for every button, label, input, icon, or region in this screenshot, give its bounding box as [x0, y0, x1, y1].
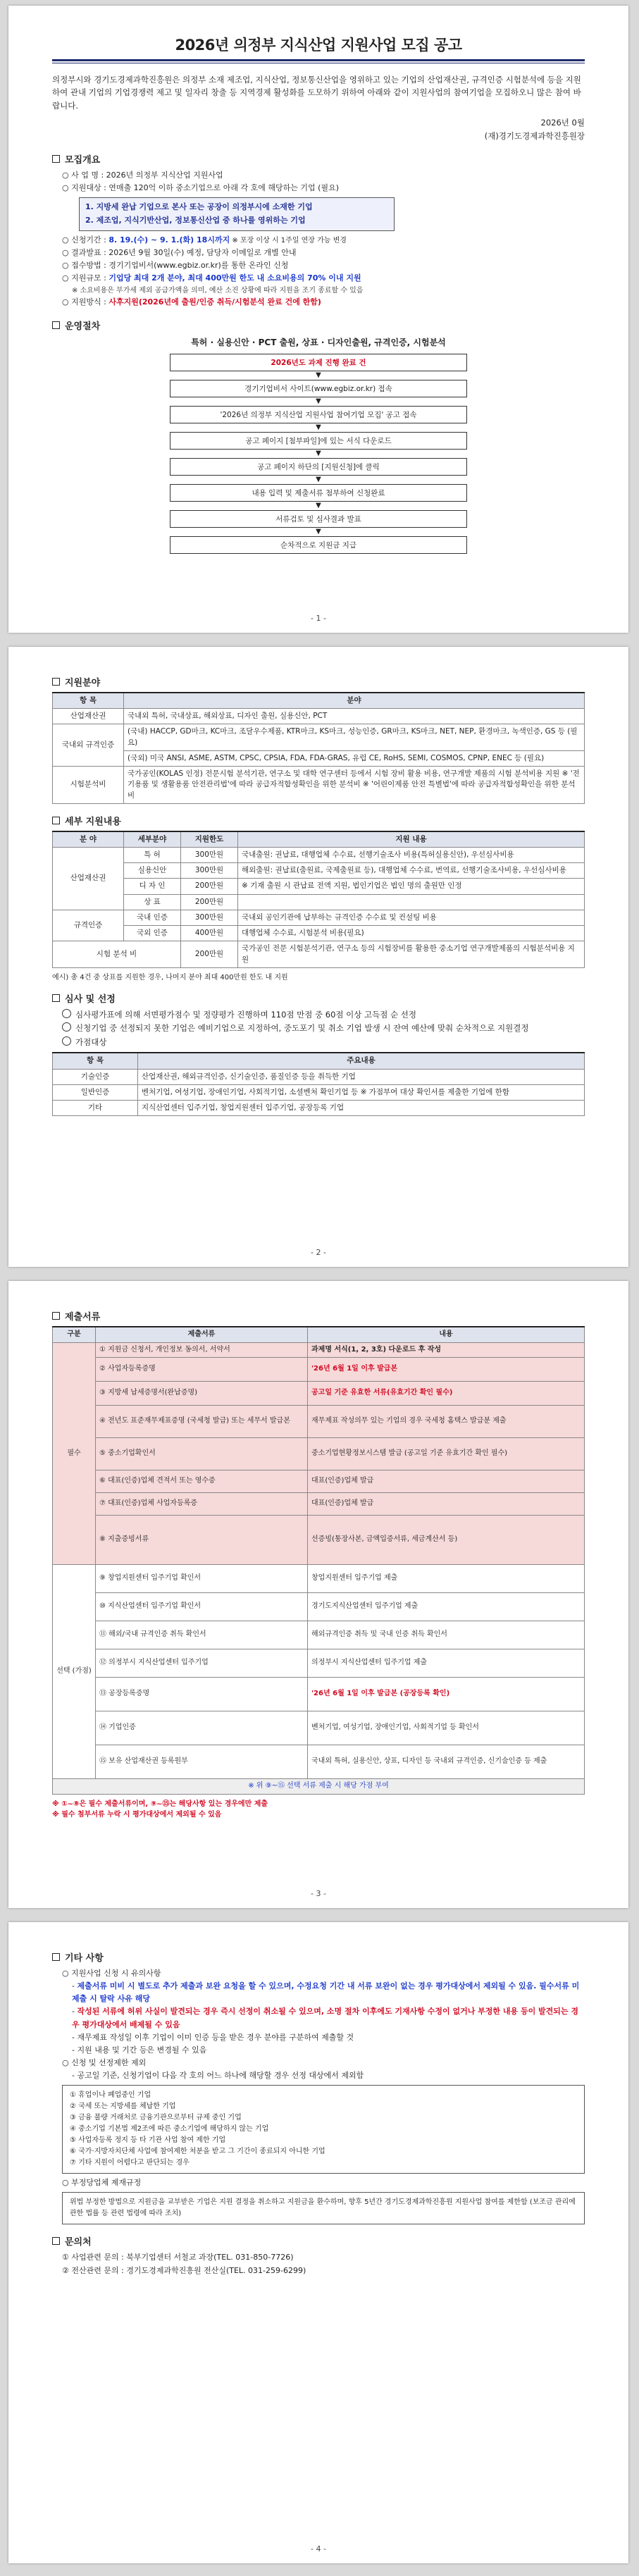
overview-item: ○ 접수방법 : 경기기업비서(www.egbiz.or.kr)를 통한 온라인 신청	[62, 261, 289, 271]
arrow-down-icon: ▼	[316, 475, 321, 483]
table-row: ⑥ 대표(인증)업체 견적서 또는 영수증 대표(인증)업체 발급	[53, 1470, 585, 1493]
ring-bullet-icon	[62, 1009, 71, 1018]
page-4	[8, 1922, 628, 2563]
other-item: - 지원 내용 및 기간 등은 변경될 수 있음	[72, 2045, 207, 2055]
table-row: (국외) 미국 ANSI, ASME, ASTM, CPSC, CPSIA, FDA, FDA-GRAS, 유럽 CE, RoHS, SEMI, COSMOS, CPNP, ENEC 등 (필요)	[53, 750, 585, 766]
page-3	[8, 1281, 628, 1908]
bonus-table	[52, 1052, 585, 1116]
table-row: ⑫ 의정부시 지식산업센터 입주기업 의정부시 지식산업센터 입주기업 제출	[53, 1649, 585, 1678]
list-item: ⑦ 기타 지원이 어렵다고 판단되는 경우	[70, 2159, 190, 2167]
table-header: 구분	[53, 1327, 96, 1342]
list-item: ④ 중소기업 기본법 제2조에 따른 중소기업에 해당하지 않는 기업	[70, 2125, 269, 2134]
table-row: 상 표 200만원	[53, 894, 585, 910]
exclusion-box	[62, 2085, 585, 2174]
table-header: 분 야	[53, 831, 124, 848]
page-number: - 2 -	[311, 1248, 326, 1257]
square-bullet-icon	[52, 2237, 60, 2245]
section-detail: 세부 지원내용	[52, 814, 585, 827]
penalty-box: 위법 부정한 방법으로 지원금을 교부받은 기업은 지원 결정을 취소하고 지원금을 환수하며, 향후 5년간 경기도경제과학진흥원 지원사업 참여를 제한함 (보조금 관리에 관한 법률 등 관련 법령에 따라 조치)	[62, 2192, 585, 2224]
flow-step: 공고 페이지 [첨부파일]에 있는 서식 다운로드	[170, 432, 467, 450]
table-row: 일반인증 벤처기업, 여성기업, 장애인기업, 사회적기업, 소셜벤처 확인기업 등 ※ 가점부여 대상 확인서를 제출한 기업에 한함	[53, 1084, 585, 1100]
list-item: ① 휴업이나 폐업중인 기업	[70, 2091, 151, 2100]
square-bullet-icon	[52, 678, 60, 686]
table-row: ④ 전년도 표준재무제표증명 (국세청 발급) 또는 세무서 발급본 재무제표 작성의무 있는 기업의 경우 국세청 홈택스 발급분 제출	[53, 1406, 585, 1438]
flow-step: 경기기업비서 사이트(www.egbiz.or.kr) 접속	[170, 380, 467, 397]
detail-table	[52, 831, 585, 968]
table-row: ⑮ 보유 산업재산권 등록원부 국내외 특허, 실용신안, 상표, 디자인 등 국내외 규격인증, 신기술인증 등 제출	[53, 1745, 585, 1779]
table-row: 시험 분석 비 200만원 국가공인 전문 시험분석기관, 연구소 등의 시험장비를 활용한 중소기업 연구개발제품의 시험분석비용 지원	[53, 941, 585, 967]
section-overview: 모집개요	[52, 152, 585, 166]
other-item: - 공고일 기준, 신청기업이 다음 각 호의 어느 하나에 해당할 경우 선정 대상에서 제외함	[72, 2071, 364, 2081]
list-item: ⑤ 사업자등록 정지 등 타 기관 사업 참여 제한 기업	[70, 2136, 226, 2145]
requirement: 2. 제조업, 지식기반산업, 정보통신산업 중 하나를 영위하는 기업	[85, 215, 306, 225]
table-row: 산업재산권 특 허 300만원 국내출원: 권납료, 대행업체 수수료, 선행기술조사 비용(특허실용신안), 우선심사비용	[53, 847, 585, 862]
arrow-down-icon: ▼	[316, 501, 321, 509]
contact-item: ① 사업관련 문의 : 북부기업센터 서철교 과장(TEL. 031-850-7726)	[62, 2253, 294, 2262]
page-number: - 3 -	[311, 1889, 326, 1898]
contact-item: ② 전산관련 문의 : 경기도경제과학진흥원 전산실(TEL. 031-259-6299)	[62, 2265, 306, 2275]
flow-step: 2026년도 과제 진행 완료 건	[170, 354, 467, 371]
table-header: 내용	[308, 1327, 585, 1342]
overview-item: ○ 사 업 명 : 2026년 의정부 지식산업 지원사업	[62, 170, 223, 180]
arrow-down-icon: ▼	[316, 449, 321, 457]
overview-item: ○ 결과발표 : 2026년 9월 30일(수) 예정, 담당자 이메일로 개별 안내	[62, 248, 297, 258]
other-item: - 작성된 서류에 허위 사실이 발견되는 경우 즉시 선정이 취소될 수 있으며, 소명 절차 이후에도 기재사항 수정이 없거나 부정한 내용 등이 발견되는 경우 평가대상에서 배제될 수 있음	[72, 2007, 578, 2029]
section-review: 심사 및 선정	[52, 991, 585, 1005]
table-row: ⑬ 공장등록증명 '26년 6월 1일 이후 발급본 (공장등록 확인)	[53, 1678, 585, 1711]
other-item: - 제출서류 미비 시 별도로 추가 제출과 보완 요청을 할 수 있으며, 수정요청 기간 내 서류 보완이 없는 경우 평가대상에서 제외될 수 있음. 필수서류 미제출 시 탈락 사유 해당	[72, 1981, 580, 2004]
overview-item: ○ 지원방식 : 사후지원(2026년에 출원/인증 취득/시험분석 완료 건에 한함)	[62, 297, 321, 306]
table-row: 디 자 인 200만원 ※ 기재 출원 시 관납료 전액 지원, 법인기업은 법인 명의 출원만 인정	[53, 879, 585, 894]
other-item: ○ 부정당업체 제재규정	[62, 2178, 142, 2188]
other-item: ○ 지원사업 신청 시 유의사항	[62, 1969, 161, 1978]
requirements-box	[79, 197, 395, 230]
arrow-down-icon: ▼	[316, 527, 321, 535]
flow-step: 순차적으로 지원금 지급	[170, 536, 467, 554]
detail-note: 예시) 총 4건 중 상표를 지원한 경우, 나머지 분야 최대 400만원 한도 내 지원	[52, 973, 288, 982]
documents-footnote: ※ ①~⑧은 필수 제출서류이며, ⑨~⑮는 해당사항 있는 경우에만 제출 ※ 필수 첨부서류 누락 시 평가대상에서 제외될 수 있음	[52, 1800, 268, 1819]
review-item: 심사평가표에 의해 서면평가점수 및 정량평가 진행하며 110점 만점 중 60점 이상 고득점 순 선정	[62, 1008, 585, 1022]
table-header: 제출서류	[96, 1327, 308, 1342]
support-fields-table	[52, 692, 585, 804]
square-bullet-icon	[52, 1953, 60, 1961]
table-row: 규격인증 국내 인증 300만원 국내외 공인기관에 납부하는 규격인증 수수료 및 컨설팅 비용	[53, 910, 585, 925]
table-row: 기타 지식산업센터 입주기업, 창업지원센터 입주기업, 공장등록 기업	[53, 1101, 585, 1116]
table-row: ③ 지방세 납세증명서(완납증명) 공고일 기준 유효한 서류(유효기간 확인 필수)	[53, 1382, 585, 1406]
overview-note: ※ 소요비용은 부가세 제외 공급가액을 의미, 예산 소진 상황에 따라 지원을 조기 종료할 수 있음	[72, 286, 364, 295]
square-bullet-icon	[52, 994, 60, 1002]
section-documents: 제출서류	[52, 1309, 585, 1323]
section-support-fields: 지원분야	[52, 675, 585, 688]
table-header: 지원 내용	[238, 831, 585, 848]
table-row: ⑤ 중소기업확인서 중소기업현황정보시스템 발급 (공고일 기준 유효기간 확인 필수)	[53, 1438, 585, 1470]
review-item: 신청기업 중 선정되지 못한 기업은 예비기업으로 지정하여, 중도포기 및 취소 기업 발생 시 잔여 예산에 맞춰 순차적으로 지원결정	[62, 1022, 585, 1036]
arrow-down-icon: ▼	[316, 371, 321, 379]
section-procedure: 운영절차	[52, 318, 585, 332]
ring-bullet-icon	[62, 1036, 71, 1046]
table-header: 분야	[124, 693, 585, 709]
ring-bullet-icon	[62, 1022, 71, 1032]
list-item: ② 국세 또는 지방세를 체납한 기업	[70, 2103, 176, 2111]
table-row: 실용신안 300만원 해외출원: 권납료(출원료, 국제출원료 등), 대행업체 수수료, 번역료, 선행기술조사비용, 우선심사비용	[53, 863, 585, 879]
page-number: - 1 -	[311, 614, 326, 623]
page-2	[8, 647, 628, 1267]
procedure-heading: 특허 · 실용신안 · PCT 출원, 상표 · 디자인출원, 규격인증, 시험분석	[191, 337, 446, 347]
flow-step: 내용 입력 및 제출서류 첨부하여 신청완료	[170, 484, 467, 502]
table-row: ⑪ 해외/국내 규격인증 취득 확인서 해외규격인증 취득 및 국내 인증 취득 확인서	[53, 1621, 585, 1649]
page-number: - 4 -	[311, 2544, 326, 2553]
requirement: 1. 지방세 완납 기업으로 본사 또는 공장이 의정부시에 소재한 기업	[85, 202, 313, 212]
table-row: 기술인증 산업재산권, 해외규격인증, 신기술인증, 품질인증 등을 취득한 기업	[53, 1069, 585, 1084]
table-row: ⑦ 대표(인증)업체 사업자등록증 대표(인증)업체 발급	[53, 1493, 585, 1516]
table-row: ⑭ 기업인증 벤처기업, 여성기업, 장애인기업, 사회적기업 등 확인서	[53, 1711, 585, 1745]
overview-item: ○ 신청기간 : 8. 19.(수) ~ 9. 1.(화) 18시까지 ※ 포장 이상 시 1주일 연장 가능 변경	[62, 235, 347, 244]
square-bullet-icon	[52, 321, 60, 329]
arrow-down-icon: ▼	[316, 423, 321, 431]
table-row: 필수 ① 지원금 신청서, 개인정보 동의서, 서약서 과제명 서식(1, 2, 3호) 다운로드 후 작성	[53, 1342, 585, 1358]
table-header: 주요내용	[138, 1053, 585, 1069]
procedure-flow	[52, 354, 585, 554]
table-row: ※ 위 ⑨~⑮ 선택 서류 제출 시 해당 가점 부여	[53, 1779, 585, 1795]
page-1	[8, 6, 628, 633]
list-item: ③ 금융 불량 거래처로 금융기관으로부터 규제 중인 기업	[70, 2114, 242, 2122]
table-header: 지원한도	[181, 831, 238, 848]
flow-step: 공고 페이지 하단의 [지원신청]에 클릭	[170, 458, 467, 476]
table-row: ② 사업자등록증명 '26년 6월 1일 이후 발급본	[53, 1358, 585, 1382]
table-row: 시험분석비 국가공인(KOLAS 인정) 전문시험 분석기관, 연구소 및 대학 연구센터 등에서 시험 장비 활용 비용, 연구개발 제품의 시험 분석비용 지원 ※ '전기용품 및 생활용품 안전관리법'에 따라 공급자적합성확인을 위한 분석비 ※ '어린이제품 안전 특별법'에 따라 공급자적합성확인을 위한 분석비	[53, 767, 585, 804]
other-item: ○ 신청 및 선정제한 제외	[62, 2057, 147, 2067]
org-name: (재)경기도경제과학진흥원장	[484, 130, 585, 141]
square-bullet-icon	[52, 155, 60, 163]
square-bullet-icon	[52, 817, 60, 824]
title-rule	[52, 59, 585, 63]
square-bullet-icon	[52, 1312, 60, 1320]
table-row: ⑧ 지출증빙서류 선증빙(통장사본, 금액입증서류, 세금계산서 등)	[53, 1516, 585, 1565]
documents-table	[52, 1326, 585, 1795]
table-header: 항 목	[53, 1053, 138, 1069]
table-header: 세부분야	[124, 831, 181, 848]
date: 2026년 0월	[540, 118, 585, 128]
other-item: - 재무제표 작성일 이후 기업이 이미 인증 등을 받은 경우 분야를 구분하여 제출할 것	[72, 2032, 354, 2042]
table-row: 국외 인증 400만원 대행업체 수수료, 시험분석 비용(필요)	[53, 926, 585, 941]
overview-item: ○ 지원규모 : 기업당 최대 2개 분야, 최대 400만원 한도 내 소요비용의 70% 이내 지원	[62, 273, 361, 283]
flow-step: 서류검토 및 심사결과 발표	[170, 510, 467, 528]
table-row: 선택 (가점) ⑨ 창업지원센터 입주기업 확인서 창업지원센터 입주기업 제출	[53, 1565, 585, 1593]
page-title: 2026년 의정부 지식산업 지원사업 모집 공고	[175, 37, 462, 54]
section-contact: 문의처	[52, 2234, 585, 2248]
table-row: 국내외 규격인증 (국내) HACCP, GD마크, KC마크, 조달우수제품, KTR마크, KS마크, 성능인증, GR마크, KS마크, NET, NEP, 환경마크, 녹색인증, GS 등 (필요)	[53, 724, 585, 750]
table-header: 항 목	[53, 693, 124, 709]
flow-step: '2026년 의정부 지식산업 지원사업 참여기업 모집' 공고 접속	[170, 406, 467, 423]
arrow-down-icon: ▼	[316, 397, 321, 405]
table-row: ⑩ 지식산업센터 입주기업 확인서 경기도지식산업센터 입주기업 제출	[53, 1593, 585, 1621]
section-other: 기타 사항	[52, 1950, 585, 1964]
notice-date	[52, 116, 585, 142]
table-row: 산업재산권 국내외 특허, 국내상표, 해외상표, 디자인 출원, 실용신안, PCT	[53, 709, 585, 724]
intro-text: 의정부시와 경기도경제과학진흥원은 의정부 소재 제조업, 지식산업, 정보통신산업을 영위하고 있는 기업의 산업재산권, 규격인증 시험분석에 등을 지원하여 관내 기업의 기업경쟁력 제고 및 일자리 창출 등 지역경제 활성화를 도모하기 위하여 아래와 같이 지원사업의 참여기업을 모집하오니 많은 참여 바랍니다.	[52, 75, 581, 111]
overview-item: ○ 지원대상 : 연매출 120억 이하 중소기업으로 아래 각 호에 해당하는 기업 (필요)	[62, 183, 340, 193]
review-item: 가점대상	[62, 1036, 585, 1050]
list-item: ⑥ 국가·지방자치단체 사업에 참여제한 처분을 받고 그 기간이 종료되지 아니한 기업	[70, 2148, 325, 2156]
